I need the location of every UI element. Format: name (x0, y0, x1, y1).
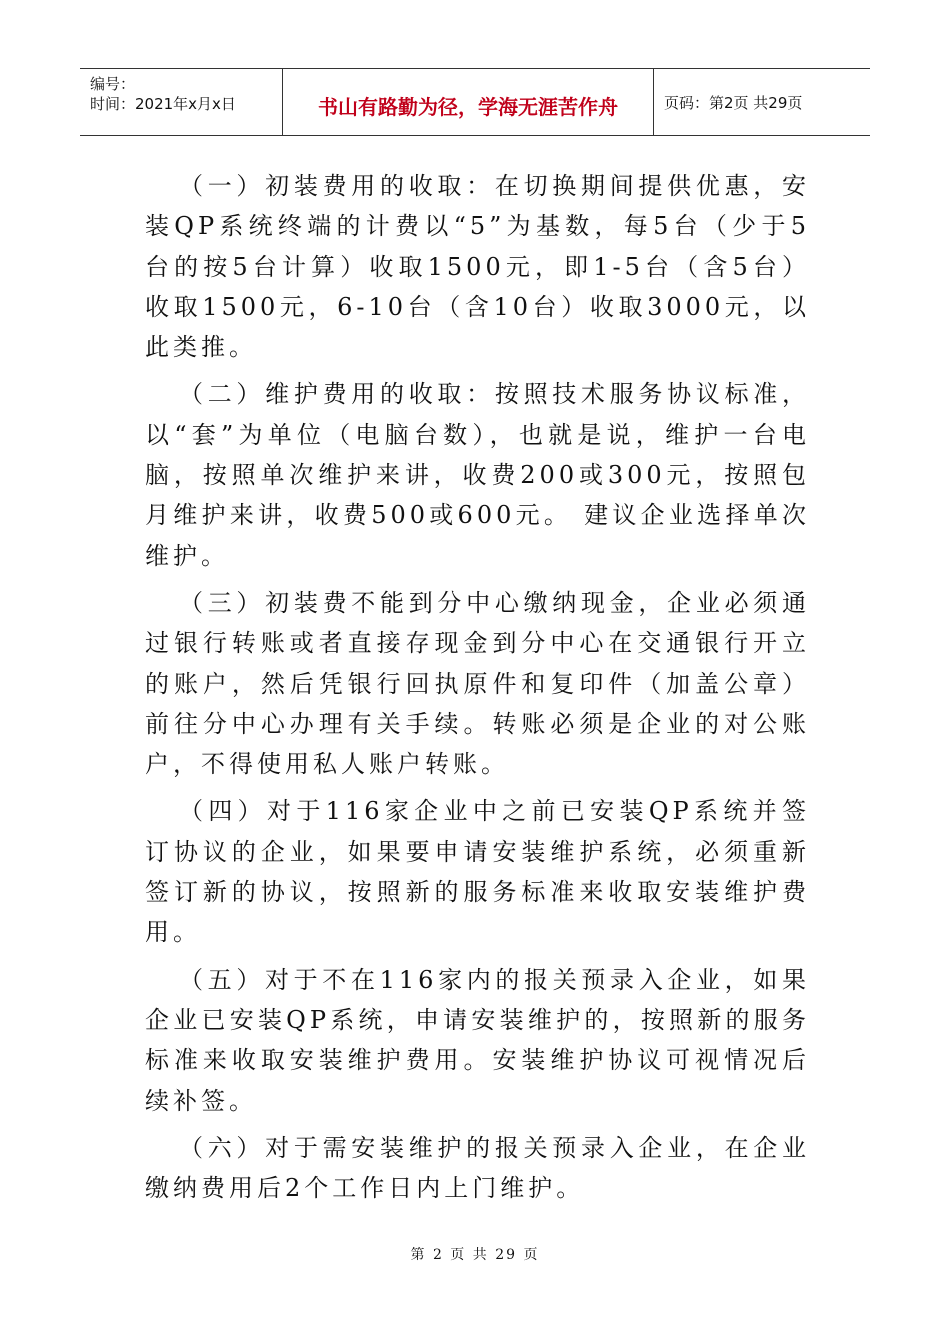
paragraph-3: （三）初装费不能到分中心缴纳现金，企业必须通过银行转账或者直接存现金到分中心在交通银行开立的账户，然后凭银行回执原件和复印件（加盖公章）前往分中心办理有关手续。转账必须是企业的对公账户，不得使用私人账户转账。 (145, 588, 810, 779)
header-page-info: 页码：第2页 共29页 (664, 93, 803, 112)
paragraph-2: （二）维护费用的收取：按照技术服务协议标准，以“套”为单位（电脑台数），也就是说，维护一台电脑，按照单次维护来讲，收费200或300元，按照包月维护来讲，收费500或600元。 建议企业选择单次维护。 (145, 380, 810, 570)
paragraph-1: （一）初装费用的收取：在切换期间提供优惠，安装QP系统终端的计费以“5”为基数，每5台（少于5台的按5台计算）收取1500元，即1-5台（含5台）收取1500元，6-10台（含10台）收取3000元，以此类推。 (145, 172, 810, 362)
page-footer: 第 2 页 共 29 页 (410, 1247, 540, 1263)
document-number-label: 编号： (90, 75, 136, 93)
page-header (80, 68, 870, 136)
header-motto: 书山有路勤为径，学海无涯苦作舟 (283, 69, 654, 135)
header-meta (80, 69, 283, 135)
paragraph-5: （五）对于不在116家内的报关预录入企业，如果企业已安装QP系统，申请安装维护的，按照新的服务标准来收取安装维护费用。安装维护协议可视情况后续补签。 (145, 965, 810, 1115)
paragraph-6: （六）对于需安装维护的报关预录入企业，在企业缴纳费用后2个工作日内上门维护。 (145, 1133, 810, 1203)
document-body (145, 166, 810, 1215)
paragraph-4: （四）对于116家企业中之前已安装QP系统并签订协议的企业，如果要申请安装维护系统，必须重新签订新的协议，按照新的服务标准来收取安装维护费用。 (145, 797, 810, 947)
document-time-label: 时间：2021年x月x日 (90, 95, 236, 113)
